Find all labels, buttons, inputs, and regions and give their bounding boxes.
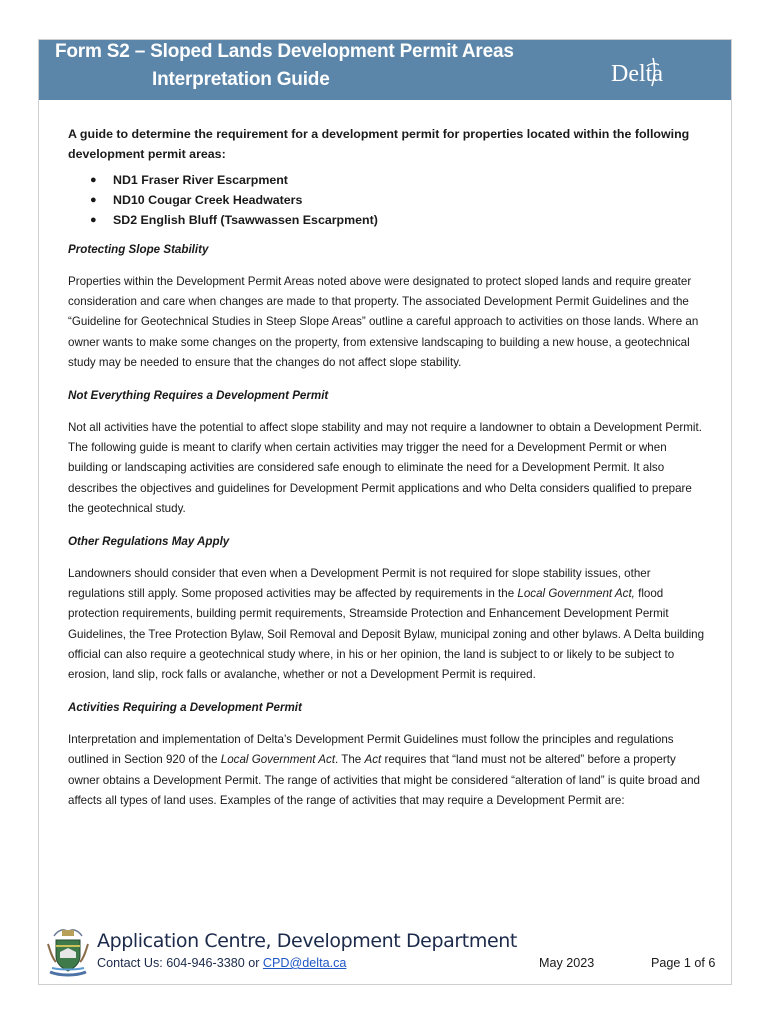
delta-crest-icon: [46, 926, 90, 978]
body-text: requires that “land must not be altered” before a property owner obtains a Development Permit. The range of activities that might be considered “alteration of land” is quite broad and affects all types of land uses. Examples of the range of activities that may require a Development Permit are:: [68, 753, 701, 807]
form-title-line2: Interpretation Guide: [152, 69, 330, 90]
bullet-icon: ●: [90, 174, 97, 186]
intro-text: A guide to determine the requirement for a development permit for properties located within the following development permit areas:: [68, 127, 690, 161]
section-body: Properties within the Development Permit Areas noted above were designated to protect sloped lands and require greater consideration and care when changes are made to that property. The associated Development Permit Guidelines and the “Guideline for Geotechnical Studies in Steep Slope Areas” outline a careful approach to activities on those lands. Where an owner wants to make some changes on the property, from extensive landscaping to building a new house, a geotechnical study may be needed to ensure that the changes do not affect slope stability.: [68, 275, 699, 369]
list-item: [68, 170, 708, 190]
permit-area-list: [68, 170, 708, 230]
list-item: [68, 190, 708, 210]
list-item: [68, 210, 708, 230]
page-footer: [39, 918, 731, 984]
body-italic-text: Local Government Act,: [517, 587, 635, 601]
area-label: SD2 English Bluff (Tsawwassen Escarpment): [113, 213, 378, 227]
section-heading: Not Everything Requires a Development Permit: [68, 389, 329, 403]
section-body: [68, 564, 708, 685]
email-link[interactable]: CPD@delta.ca: [262, 956, 347, 970]
bullet-icon: ●: [90, 214, 97, 226]
page-header: [39, 40, 731, 100]
form-title-line1: Form S2 – Sloped Lands Development Permit Areas: [55, 41, 514, 62]
body-text: Interpretation and implementation of Delta’s Development Permit Guidelines must follow the principles and regulations outlined in Section 920 of the: [68, 733, 674, 767]
page-content: [68, 124, 708, 822]
section-heading: Activities Requiring a Development Permit: [68, 701, 302, 715]
body-text: . The: [335, 753, 365, 767]
delta-logo: [609, 56, 679, 88]
section-heading: Protecting Slope Stability: [68, 243, 209, 256]
area-label: ND1 Fraser River Escarpment: [113, 173, 288, 187]
body-text: Landowners should consider that even when a Development Permit is not required for slope stability issues, other regulations still apply. Some proposed activities may be affected by requirements in the: [68, 567, 651, 601]
contact-label: Contact Us: 604-946-3380 or: [97, 956, 263, 970]
page-number: Page 1 of 6: [651, 956, 716, 970]
section-heading: Other Regulations May Apply: [68, 535, 230, 549]
area-label: ND10 Cougar Creek Headwaters: [113, 193, 303, 207]
document-page: [38, 39, 732, 985]
body-italic-text: Act: [364, 753, 382, 767]
delta-logo-text: Delta: [611, 61, 663, 87]
section-body: [68, 730, 708, 811]
body-text: flood protection requirements, building permit requirements, Streamside Protection and Enhancement Development Permit Guidelines, the Tree Protection Bylaw, Soil Removal and Deposit Bylaw, municipal zoning and other bylaws. A Delta building official can also require a geotechnical study where, in his or her opinion, the land is subject to or likely to be subject to erosion, land slip, rock falls or avalanche, whether or not a Development Permit is required.: [68, 587, 705, 682]
section-body: Not all activities have the potential to affect slope stability and may not require a landowner to obtain a Development Permit. The following guide is meant to clarify when certain activities may trigger the need for a Development Permit or when building or landscaping activities are considered safe enough to eliminate the need for a Development Permit. It also describes the objectives and guidelines for Development Permit applications and who Delta considers qualified to prepare the geotechnical study.: [68, 421, 702, 515]
bullet-icon: ●: [90, 194, 97, 206]
body-italic-text: Local Government Act: [220, 753, 336, 767]
document-date: May 2023: [539, 956, 595, 970]
department-name: Application Centre, Development Department: [97, 930, 517, 952]
contact-info: [97, 956, 346, 970]
